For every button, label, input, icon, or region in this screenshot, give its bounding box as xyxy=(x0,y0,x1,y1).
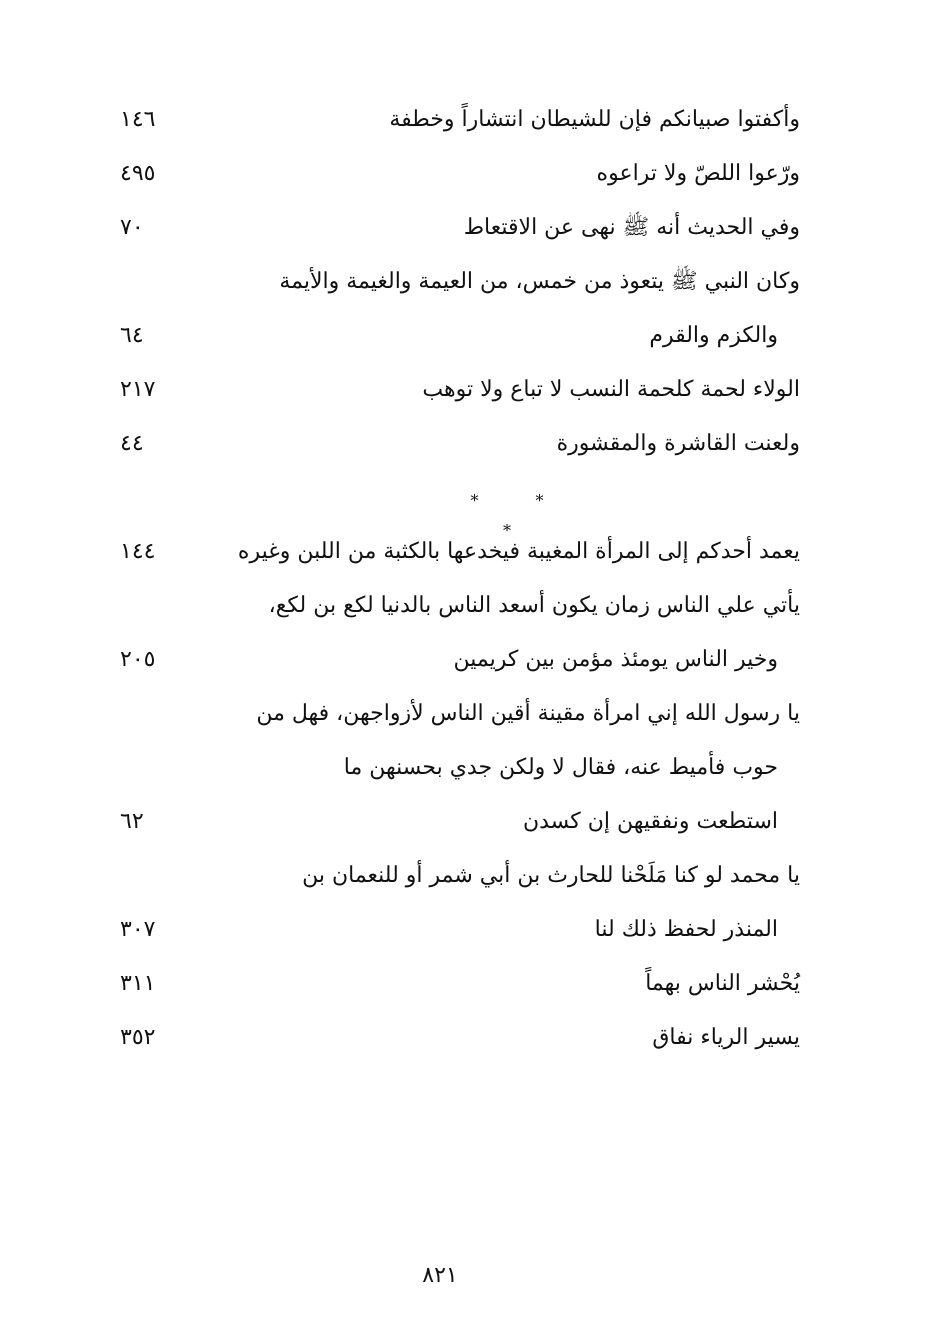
entry-text: ولعنت القاشرة والمقشورة xyxy=(556,431,800,456)
entry-page-number: ٣٠٧ xyxy=(120,917,156,942)
entry-page-number: ٢٠٥ xyxy=(120,647,156,672)
entry-text: والكزم والقرم xyxy=(649,323,778,348)
index-entry xyxy=(100,370,800,410)
entry-page-number: ٢١٧ xyxy=(120,377,156,402)
entry-page-number: ٤٩٥ xyxy=(120,161,156,186)
index-entry xyxy=(100,964,800,1004)
entry-page-number: ٦٤ xyxy=(120,323,144,348)
index-entry xyxy=(100,424,800,464)
entry-page-number: ٣١١ xyxy=(120,971,156,996)
index-entry-continuation xyxy=(100,748,800,788)
index-entry xyxy=(100,100,800,140)
index-entry xyxy=(100,586,800,626)
entry-text: وأكفتوا صبيانكم فإن للشيطان انتشاراً وخطفة xyxy=(389,107,800,132)
entry-page-number: ٣٥٢ xyxy=(120,1025,156,1050)
index-entry xyxy=(100,1018,800,1058)
index-entry xyxy=(100,262,800,302)
entry-text: يا محمد لو كنا مَلَحْنا للحارث بن أبي شمر أو للنعمان بن xyxy=(302,863,800,888)
index-entry xyxy=(100,154,800,194)
entry-page-number: ٦٢ xyxy=(120,809,144,834)
index-entry-continuation xyxy=(100,640,800,680)
entry-text: المنذر لحفظ ذلك لنا xyxy=(594,917,778,942)
section-separator: * * * xyxy=(470,491,570,540)
page-number: ٨٢١ xyxy=(422,1263,458,1288)
entry-text: الولاء لحمة كلحمة النسب لا تباع ولا توهب xyxy=(422,377,800,402)
entry-text: يسير الرياء نفاق xyxy=(652,1025,800,1050)
entry-page-number: ٤٤ xyxy=(120,431,144,456)
entry-page-number: ١٤٦ xyxy=(120,107,156,132)
index-entry xyxy=(100,694,800,734)
index-entry xyxy=(100,856,800,896)
entry-text: ورّعوا اللصّ ولا تراعوه xyxy=(596,161,800,186)
index-entry-continuation xyxy=(100,910,800,950)
entry-text: حوب فأميط عنه، فقال لا ولكن جدي بحسنهن ما xyxy=(343,755,778,780)
entry-text: استطعت ونفقيهن إن كسدن xyxy=(522,809,778,834)
entry-text: يُحْشر الناس بهماً xyxy=(645,971,800,996)
entry-text: وكان النبي ﷺ يتعوذ من خمس، من العيمة والغيمة والأيمة xyxy=(279,269,800,294)
entry-text: يا رسول الله إني امرأة مقينة أقين الناس لأزواجهن، فهل من xyxy=(256,701,800,726)
index-entry xyxy=(100,532,800,572)
entry-page-number: ١٤٤ xyxy=(120,539,156,564)
index-entry-continuation xyxy=(100,316,800,356)
entry-text: وفي الحديث أنه ﷺ نهى عن الاقتعاط xyxy=(463,215,800,240)
entry-text: يعمد أحدكم إلى المرأة المغيبة فيخدعها بالكثبة من اللبن وغيره xyxy=(237,539,800,564)
entry-page-number: ٧٠ xyxy=(120,215,144,240)
index-entry-continuation xyxy=(100,802,800,842)
entry-text: يأتي علي الناس زمان يكون أسعد الناس بالدنيا لكع بن لكع، xyxy=(268,593,800,618)
index-entry xyxy=(100,208,800,248)
entry-text: وخير الناس يومئذ مؤمن بين كريمين xyxy=(453,647,778,672)
